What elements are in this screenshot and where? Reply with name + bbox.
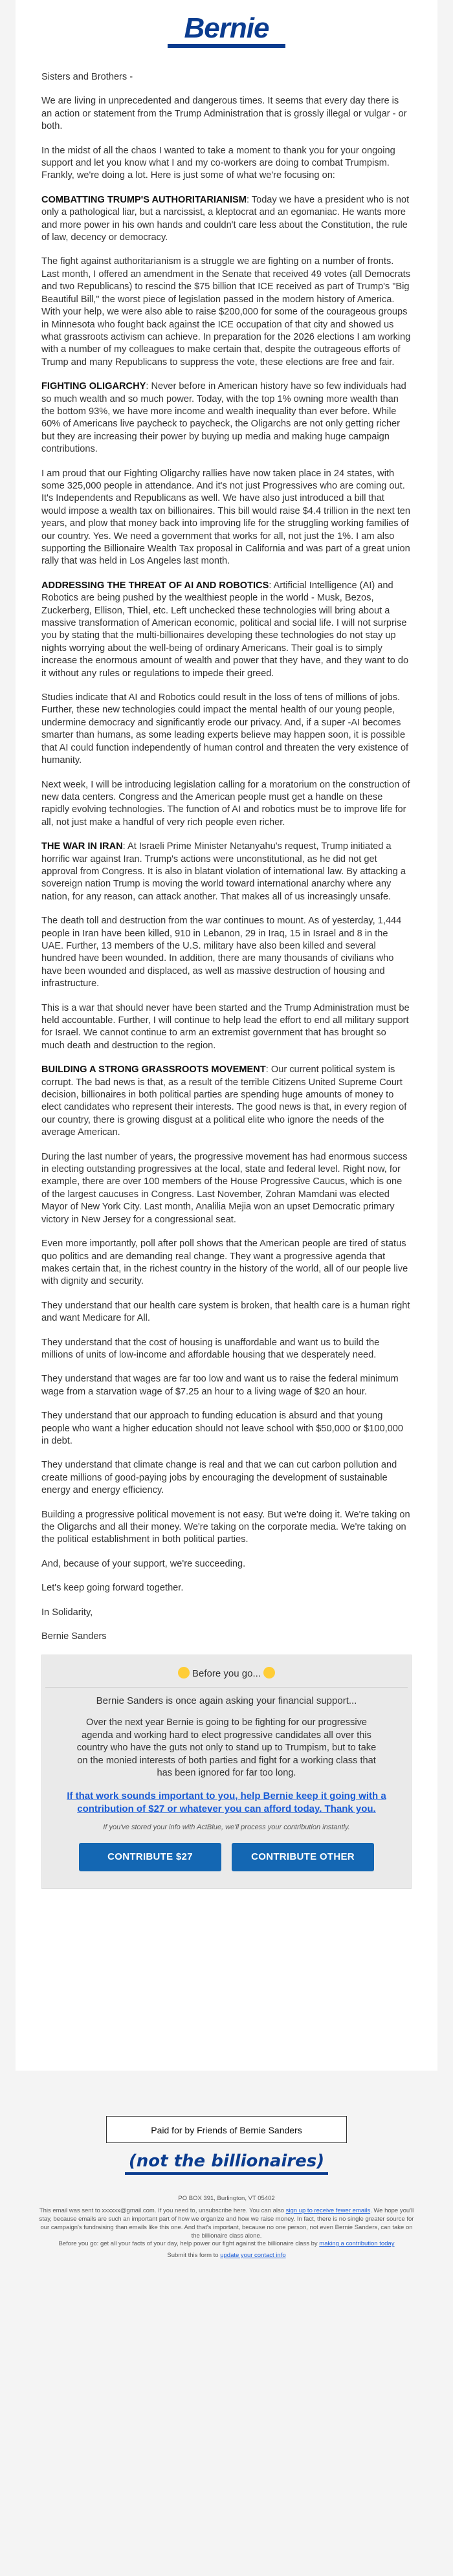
contribute-27-button[interactable]: CONTRIBUTE $27 bbox=[79, 1843, 221, 1871]
section-heading: THE WAR IN IRAN bbox=[41, 841, 123, 852]
contribution-today-link[interactable]: making a contribution today bbox=[319, 2240, 395, 2247]
donation-ask-box bbox=[41, 1655, 412, 1889]
actblue-note: If you've stored your info with ActBlue, we'll process your contribution instantly. bbox=[103, 1823, 350, 1832]
section-heading: FIGHTING OLIGARCHY bbox=[41, 381, 146, 392]
paragraph: In the midst of all the chaos I wanted to take a moment to thank you for your ongoing support and let you know what I and my co-workers are doing to combat Trumpism. Frankly, we're doing a lot. Here is just some of what we're focusing on: bbox=[41, 145, 395, 181]
paragraph: Next week, I will be introducing legislation calling for a moratorium on the construction of new data centers. Congress and the American people must get a handle on these rapidly evolving technologies. The function of AI and robotics must be to improve life for all, not just make a handful of very rich people even richer. bbox=[41, 779, 410, 828]
pointing-hand-icon bbox=[263, 1667, 275, 1679]
email-card bbox=[16, 0, 437, 2071]
section-ai-robotics bbox=[41, 580, 412, 680]
section-heading: ADDRESSING THE THREAT OF AI AND ROBOTICS bbox=[41, 580, 269, 591]
letter-body bbox=[16, 48, 437, 1643]
footer-update-line bbox=[0, 2252, 453, 2259]
footer-text: Submit this form to bbox=[167, 2252, 219, 2259]
signoff: In Solidarity, bbox=[41, 1607, 93, 1618]
paragraph: This is a war that should never have been started and the Trump Administration must be held accountable. Further, I will continue to help lead the effort to end all military support for Israel. We cannot continue to arm an extremist government that has brought so much death and destruction to the region. bbox=[41, 1002, 410, 1051]
paragraph: They understand that our health care system is broken, that health care is a human right and want Medicare for All. bbox=[41, 1300, 410, 1324]
tagline-text: (not the billionaires) bbox=[125, 2152, 328, 2175]
fewer-emails-link[interactable]: sign up to receive fewer emails bbox=[285, 2207, 371, 2214]
section-text: : Artificial Intelligence (AI) and Robotics are being pushed by the wealthiest people in the world - Musk, Bezos, Zuckerberg, Ellison, Thiel, etc. Left unchecked these technologies will bring about a massive transformation of American economic, political and social life. I will not surprise you by stating that the multi-billionaires developing these technologies do not stay up nights worrying about the well-being of ordinary Americans. Their goal is to simply increase the enormous amount of wealth and power that they have, and they want to do it without any rules or regulations to impede their greed. bbox=[41, 580, 409, 679]
section-text: : Today we have a president who is not only a pathological liar, but a narcissist, a kleptocrat and an egomaniac. He wants more and more power in his own hands and couldn't care less about the Constitution, the rule of law, decency or democracy. bbox=[41, 194, 410, 243]
bernie-logo[interactable] bbox=[16, 0, 437, 48]
paragraph: They understand that wages are far too low and want us to raise the federal minimum wage from a starvation wage of $7.25 an hour to a living wage of $20 an hour. bbox=[41, 1374, 399, 1397]
closing-line: Let's keep going forward together. bbox=[41, 1583, 184, 1594]
contribute-buttons bbox=[42, 1843, 411, 1871]
paragraph: They understand that our approach to funding education is absurd and that young people who want a higher education should not leave school with $50,000 or $100,000 in debt. bbox=[41, 1411, 404, 1446]
paragraph: They understand that the cost of housing is unaffordable and want us to build the millions of units of low-income and affordable housing that we desperately need. bbox=[41, 1337, 380, 1360]
update-contact-link[interactable]: update your contact info bbox=[220, 2252, 286, 2259]
section-heading: COMBATTING TRUMP'S AUTHORITARIANISM bbox=[41, 194, 247, 205]
contribute-other-button[interactable]: CONTRIBUTE OTHER bbox=[232, 1843, 374, 1871]
section-text: : Never before in American history have so few individuals had so much wealth and so much power. Today, with the top 1% owning more wealth than the bottom 93%, we have more income and wealth inequality than ever before. While 60% of Americans live paycheck to paycheck, the Oligarchs are not only getting richer but they are increasing their power by buying up media and making huge campaign contributions. bbox=[41, 381, 406, 455]
section-text: : At Israeli Prime Minister Netanyahu's request, Trump initiated a horrific war against Iran. Trump's actions were unconstitutional, as he did not get approval from Congress. It is also in blatant violation of international law. By attacking a sovereign nation Trump is moving the world toward international anarchy where any nation, for any reason, can attack another. That makes all of us increasingly unsafe. bbox=[41, 841, 406, 902]
paid-for-box: Paid for by Friends of Bernie Sanders bbox=[106, 2116, 347, 2143]
tagline bbox=[0, 2152, 453, 2175]
ask-paragraph: Over the next year Bernie is going to be fighting for our progressive agenda and working hard to elect progressive candidates all over this country who have the guts not only to stand up to Trumpism, but to take on the monied interests of both parties and fight for a working class that has been ignored for far too long. bbox=[76, 1717, 377, 1779]
section-grassroots bbox=[41, 1064, 412, 1139]
paragraph: During the last number of years, the progressive movement has had enormous success in electing outstanding progressives at the local, state and federal level. Right now, for example, there are over 100 members of the House Progressive Caucus, which is one of the largest caucuses in Congress. Last November, Zohran Mamdani was elected Mayor of New York City. Last month, Analilia Mejia won an upset Democratic primary victory in New Jersey for a congressional seat. bbox=[41, 1151, 408, 1225]
footer-fine-print bbox=[39, 2207, 414, 2240]
paragraph: I am proud that our Fighting Oligarchy rallies have now taken place in 24 states, with some 325,000 people in attendance. And it's not just Progressives who are coming out. It's Independents and Republicans as well. We have also just introduced a bill that would impose a wealth tax on billionaires. This bill would raise $4.4 trillion in the next ten years, and plow that money back into improving life for the struggling working families of our country. Yes. We need a government that works for all, not just the 1%. I am also supporting the Billionaire Wealth Tax proposal in California and was part of a great union rally that was held in Los Angeles last month. bbox=[41, 468, 411, 567]
footer-give-line bbox=[0, 2240, 453, 2247]
paragraph: The death toll and destruction from the war continues to mount. As of yesterday, 1,444 people in Iran have been killed, 910 in Lebanon, 29 in Iraq, 15 in Israel and 8 in the UAE. Further, 13 members of the U.S. military have also been killed and several hundred have been wounded. In addition, there are many thousands of civilians who have been wounded and displaced, as well as massive destruction of housing and infrastructure. bbox=[41, 916, 402, 989]
before-you-go-line bbox=[42, 1667, 411, 1679]
section-heading: BUILDING A STRONG GRASSROOTS MOVEMENT bbox=[41, 1064, 266, 1075]
section-iran-war bbox=[41, 841, 412, 903]
pointing-hand-icon bbox=[178, 1667, 190, 1679]
section-oligarchy bbox=[41, 380, 412, 456]
ask-lead: Bernie Sanders is once again asking your financial support... bbox=[96, 1695, 357, 1707]
fine-print-text: . We hope you'll stay, because emails are such an important part of how we organize and how we raise money. In fact, there is no single greater source for our campaign's fundraising than emails like this one. And that's important, because no one person, not even Bernie Sanders, can take on the billionaire class alone. bbox=[39, 2207, 414, 2240]
closing-line: And, because of your support, we're succeeding. bbox=[41, 1558, 246, 1569]
contribute-link[interactable]: If that work sounds important to you, help Bernie keep it going with a contribution of $27 or whatever you can afford today. Thank you. bbox=[67, 1790, 386, 1815]
logo-wordmark: Bernie bbox=[184, 12, 269, 44]
section-text: : Our current political system is corrupt. The bad news is that, as a result of the terrible Citizens United Supreme Court decision, billionaires in both political parties are spending huge amounts of money to elect candidates who represent their interests. The good news is that, in every region of our country, there is growing disgust at a political elite who ignore the needs of the average American. bbox=[41, 1064, 407, 1138]
signature: Bernie Sanders bbox=[41, 1631, 107, 1642]
fine-print-text: This email was sent to xxxxxx@gmail.com. If you need to, unsubscribe here. You can also bbox=[39, 2207, 285, 2214]
paragraph: They understand that climate change is real and that we can cut carbon pollution and create millions of good-paying jobs by encouraging the development of sustainable energy and energy efficiency. bbox=[41, 1460, 397, 1496]
paragraph: Building a progressive political movement is not easy. But we're doing it. We're taking on the Oligarchs and all their money. We're taking on the corporate media. We're taking on the political establishment in both political parties. bbox=[41, 1509, 410, 1545]
mailing-address: PO BOX 391, Burlington, VT 05402 bbox=[178, 2195, 275, 2202]
footer-text: Before you go: get all your facts of your day, help power our fight against the billionaire class by bbox=[58, 2240, 318, 2247]
paragraph: The fight against authoritarianism is a struggle we are fighting on a number of fronts. Last month, I offered an amendment in the Senate that received 49 votes (all Democrats and two Republicans) to rescind the $75 billion that ICE received as part of Trump's "Big Beautiful Bill," the worst piece of legislation passed in the modern history of America. With your help, we were also able to raise $200,000 for some of the courageous groups in Minnesota who fought back against the ICE occupation of that city and showed us what grassroots activism can achieve. In preparation for the 2026 elections I am working with a number of my colleagues to make certain that, despite the outrageous efforts of Trump and many Republicans to suppress the vote, these elections are free and fair. bbox=[41, 256, 411, 368]
greeting: Sisters and Brothers - bbox=[41, 72, 133, 82]
section-authoritarianism bbox=[41, 194, 412, 245]
divider bbox=[45, 1687, 408, 1688]
paragraph: Even more importantly, poll after poll shows that the American people are tired of status quo politics and are demanding real change. They want a progressive agenda that makes certain that, in the richest country in the history of the world, all of our people live with dignity and security. bbox=[41, 1238, 408, 1287]
before-you-go-text: Before you go... bbox=[192, 1668, 261, 1680]
paragraph: We are living in unprecedented and dangerous times. It seems that every day there is an action or statement from the Trump Administration that is grossly illegal or vulgar - or both. bbox=[41, 96, 407, 132]
paragraph: Studies indicate that AI and Robotics could result in the loss of tens of millions of jobs. Further, these new technologies could impact the mental health of our young people, undermine democracy and significantly erode our privacy. And, if a super -AI becomes smarter than humans, as some leading experts believe may happen soon, it is possible that AI could function independently of human control and threaten the very existence of humanity. bbox=[41, 692, 409, 766]
